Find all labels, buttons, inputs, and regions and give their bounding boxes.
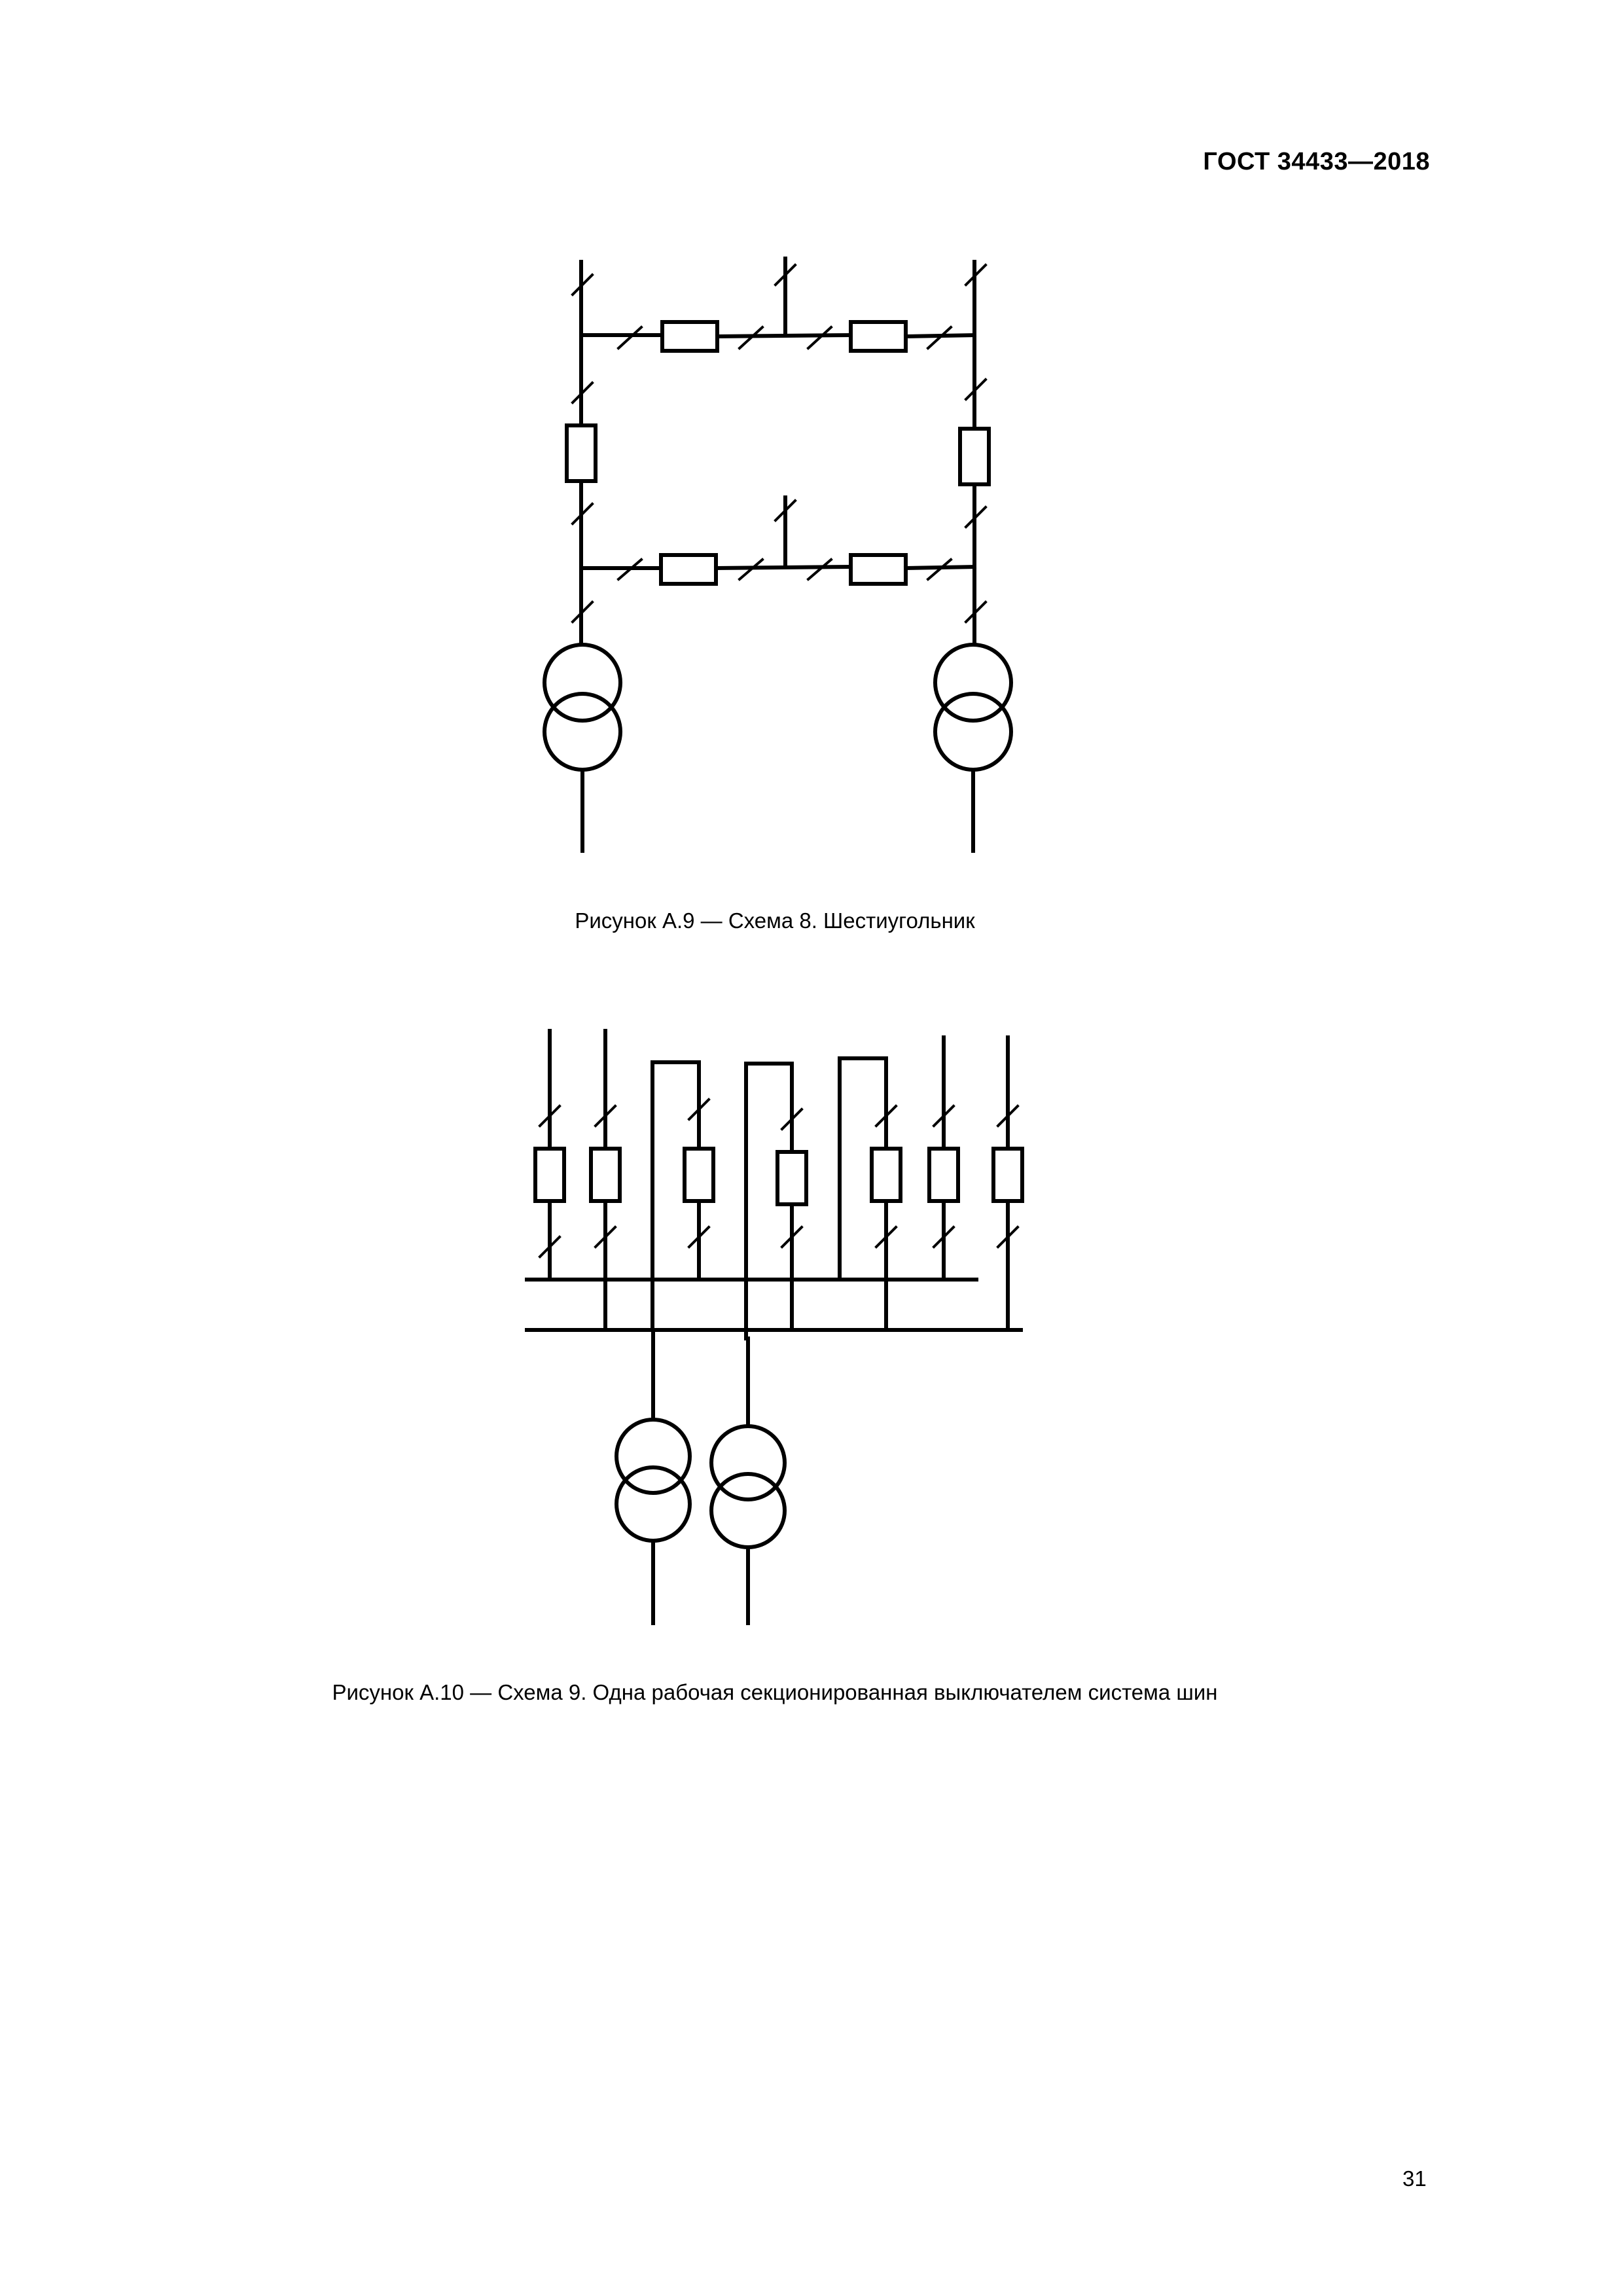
- page-number: 31: [1402, 2166, 1427, 2191]
- document-code: ГОСТ 34433—2018: [1203, 148, 1430, 175]
- figure-a10-caption: Рисунок А.10 — Схема 9. Одна рабочая секционированная выключателем система шин: [332, 1680, 1218, 1704]
- figure-a9-caption: Рисунок А.9 — Схема 8. Шестиугольник: [575, 908, 975, 933]
